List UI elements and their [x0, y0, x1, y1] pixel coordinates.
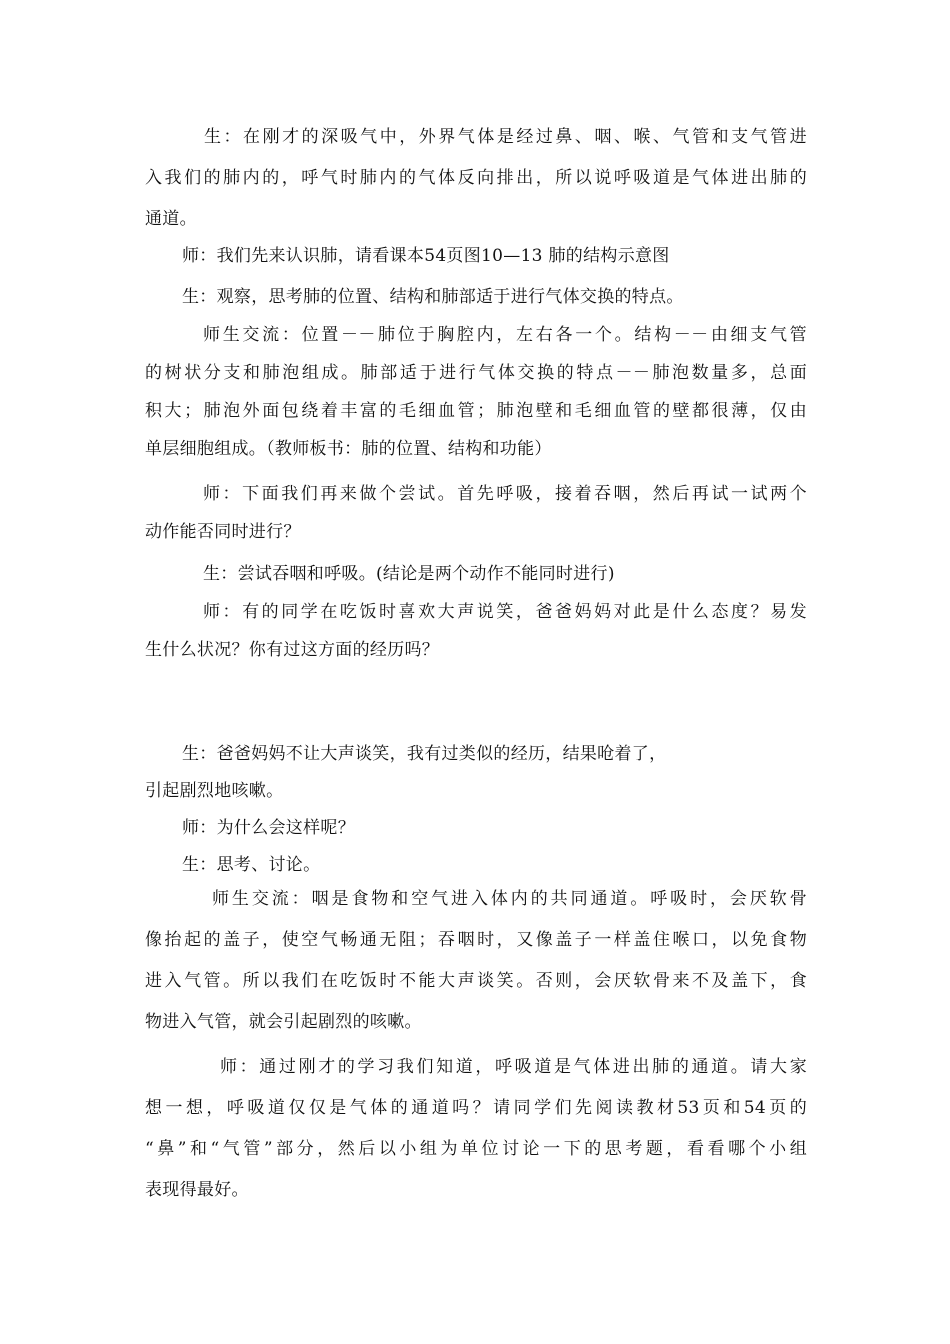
text-line: 进入气管。所以我们在吃饭时不能大声谈笑。否则，会厌软骨来不及盖下，食 [145, 971, 807, 991]
paragraph-lung-exchange [145, 318, 807, 466]
text-line: 入我们的肺内的，呼气时肺内的气体反向排出，所以说呼吸道是气体进出肺的 [145, 168, 807, 188]
text-line: 单层细胞组成。（教师板书：肺的位置、结构和功能） [145, 439, 552, 459]
text-line: 像抬起的盖子，使空气畅通无阻；吞咽时，又像盖子一样盖住喉口，以免食物 [145, 930, 807, 950]
paragraph-teacher-reading [145, 1050, 807, 1207]
text-line: 生：尝试吞咽和呼吸。(结论是两个动作不能同时进行) [203, 564, 615, 584]
paragraph-student-choke [145, 737, 807, 808]
text-line: 师：为什么会这样呢？ [182, 818, 355, 838]
text-line: 想一想，呼吸道仅仅是气体的通道吗？请同学们先阅读教材53页和54页的 [145, 1098, 807, 1118]
text-line: “鼻”和“气管”部分，然后以小组为单位讨论一下的思考题，看看哪个小组 [145, 1139, 807, 1159]
paragraph-teacher-dinner [145, 595, 807, 667]
text-line: 物进入气管，就会引起剧烈的咳嗽。 [145, 1012, 422, 1032]
text-line: 引起剧烈地咳嗽。 [145, 781, 284, 801]
text-line: 生：爸爸妈妈不让大声谈笑，我有过类似的经历，结果呛着了， [182, 744, 667, 764]
text-line: 的树状分支和肺泡组成。肺部适于进行气体交换的特点－－肺泡数量多，总面 [145, 363, 807, 383]
text-line: 生：观察，思考肺的位置、结构和肺部适于进行气体交换的特点。 [182, 287, 684, 307]
text-line: 师：下面我们再来做个尝试。首先呼吸，接着吞咽，然后再试一试两个 [203, 484, 807, 504]
text-line: 师生交流：位置－－肺位于胸腔内，左右各一个。结构－－由细支气管 [203, 325, 807, 345]
paragraph-student-try [145, 557, 807, 591]
text-line: 通道。 [145, 209, 197, 229]
text-line: 师：通过刚才的学习我们知道，呼吸道是气体进出肺的通道。请大家 [220, 1057, 807, 1077]
text-line: 师生交流：咽是食物和空气进入体内的共同通道。呼吸时，会厌软骨 [212, 889, 807, 909]
text-line: 生：在刚才的深吸气中，外界气体是经过鼻、咽、喉、气管和支气管进 [204, 127, 807, 147]
text-line: 生：思考、讨论。 [182, 855, 321, 875]
paragraph-student-observe [145, 280, 807, 314]
text-line: 积大；肺泡外面包绕着丰富的毛细血管；肺泡壁和毛细血管的壁都很薄，仅由 [145, 401, 807, 421]
text-line: 生什么状况？你有过这方面的经历吗？ [145, 640, 440, 660]
paragraph-teacher-lung-intro [145, 239, 807, 273]
paragraph-teacher-why [145, 811, 807, 845]
paragraph-student-deep-breath [145, 120, 807, 236]
text-line: 师：我们先来认识肺，请看课本54页图10—13 肺的结构示意图 [182, 246, 670, 266]
paragraph-epiglottis [145, 882, 807, 1039]
text-line: 师：有的同学在吃饭时喜欢大声说笑，爸爸妈妈对此是什么态度？易发 [203, 602, 807, 622]
paragraph-student-discuss [145, 848, 807, 882]
text-line: 表现得最好。 [145, 1180, 249, 1200]
text-line: 动作能否同时进行？ [145, 522, 301, 542]
paragraph-teacher-try [145, 477, 807, 549]
